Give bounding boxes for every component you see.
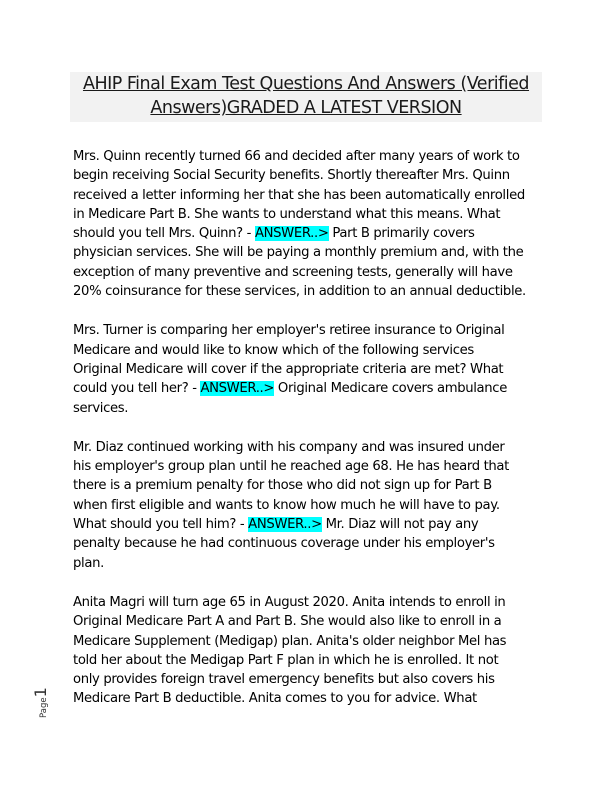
page-digit: 1 xyxy=(31,687,50,698)
line-text: plan. xyxy=(73,555,104,571)
line-text: Mr. Diaz will not pay any xyxy=(321,517,479,533)
question-paragraph xyxy=(73,321,545,417)
line-text: services. xyxy=(73,400,129,416)
text-line xyxy=(73,341,545,360)
line-text: What should you tell him? - xyxy=(73,517,249,533)
text-line xyxy=(73,360,545,379)
text-line xyxy=(73,612,545,631)
answer-marker: ANSWER..> xyxy=(254,226,329,242)
text-line xyxy=(73,379,545,398)
page-label: Page xyxy=(39,697,49,718)
text-line xyxy=(73,554,545,573)
line-text: Medicare Supplement (Medigap) plan. Anita's older neighbor Mel has xyxy=(73,633,507,649)
question-paragraph xyxy=(73,438,545,573)
line-text: Part B primarily covers xyxy=(328,226,475,242)
text-line xyxy=(73,243,545,262)
line-text: his employer's group plan until he reached age 68. He has heard that xyxy=(73,459,509,475)
line-text: Mrs. Quinn recently turned 66 and decided after many years of work to xyxy=(73,149,520,164)
text-line xyxy=(73,205,545,224)
text-line xyxy=(73,476,545,495)
text-line xyxy=(73,670,545,689)
line-text: Mrs. Turner is comparing her employer's retiree insurance to Original xyxy=(73,323,505,339)
text-line xyxy=(73,593,545,612)
line-text: Anita Magri will turn age 65 in August 2020. Anita intends to enroll in xyxy=(73,594,506,610)
text-line xyxy=(73,438,545,457)
page-number xyxy=(31,687,50,718)
text-line xyxy=(73,282,545,301)
line-text: Mr. Diaz continued working with his company and was insured under xyxy=(73,439,505,455)
line-text: only provides foreign travel emergency benefits but also covers his xyxy=(73,672,495,688)
title-line-2: Answers)GRADED A LATEST VERSION xyxy=(150,98,462,118)
answer-marker: ANSWER..> xyxy=(248,517,322,533)
text-line xyxy=(73,515,545,534)
text-line xyxy=(73,186,545,205)
line-text: physician services. She will be paying a monthly premium and, with the xyxy=(73,245,524,261)
line-text: should you tell Mrs. Quinn? - xyxy=(73,226,255,242)
line-text: received a letter informing her that she has been automatically enrolled xyxy=(73,187,525,203)
text-line xyxy=(73,689,545,708)
text-line xyxy=(73,166,545,185)
text-line xyxy=(73,321,545,340)
line-text: Medicare Part B deductible. Anita comes to you for advice. What xyxy=(73,691,477,707)
line-text: penalty because he had continuous coverage under his employer's xyxy=(73,536,495,552)
text-line xyxy=(73,534,545,553)
line-text: Original Medicare covers ambulance xyxy=(274,381,507,397)
text-line xyxy=(73,651,545,670)
line-text: told her about the Medigap Part F plan in which he is enrolled. It not xyxy=(73,652,499,668)
line-text: begin receiving Social Security benefits. Shortly thereafter Mrs. Quinn xyxy=(73,168,510,184)
title-line-1: AHIP Final Exam Test Questions And Answers (Verified xyxy=(82,74,530,94)
line-text: in Medicare Part B. She wants to understand what this means. What xyxy=(73,206,501,222)
line-text: Original Medicare Part A and Part B. She would also like to enroll in a xyxy=(73,614,502,630)
text-line xyxy=(73,457,545,476)
line-text: there is a premium penalty for those who did not sign up for Part B xyxy=(73,478,492,494)
text-line xyxy=(73,224,545,243)
question-paragraph xyxy=(73,593,545,709)
line-text: exception of many preventive and screening tests, generally will have xyxy=(73,264,513,280)
question-paragraph xyxy=(73,147,545,301)
body-text xyxy=(73,147,545,729)
line-text: Original Medicare will cover if the appropriate criteria are met? What xyxy=(73,361,504,377)
text-line xyxy=(73,263,545,282)
line-text: 20% coinsurance for these services, in addition to an annual deductible. xyxy=(73,284,526,300)
line-text: when first eligible and wants to know how much he will have to pay. xyxy=(73,497,500,513)
text-line xyxy=(73,399,545,418)
text-line xyxy=(73,496,545,515)
line-text: Medicare and would like to know which of the following services xyxy=(73,342,474,358)
document-title xyxy=(70,72,542,122)
text-line xyxy=(73,147,545,166)
text-line xyxy=(73,632,545,651)
line-text: could you tell her? - xyxy=(73,381,201,397)
answer-marker: ANSWER..> xyxy=(200,381,275,397)
